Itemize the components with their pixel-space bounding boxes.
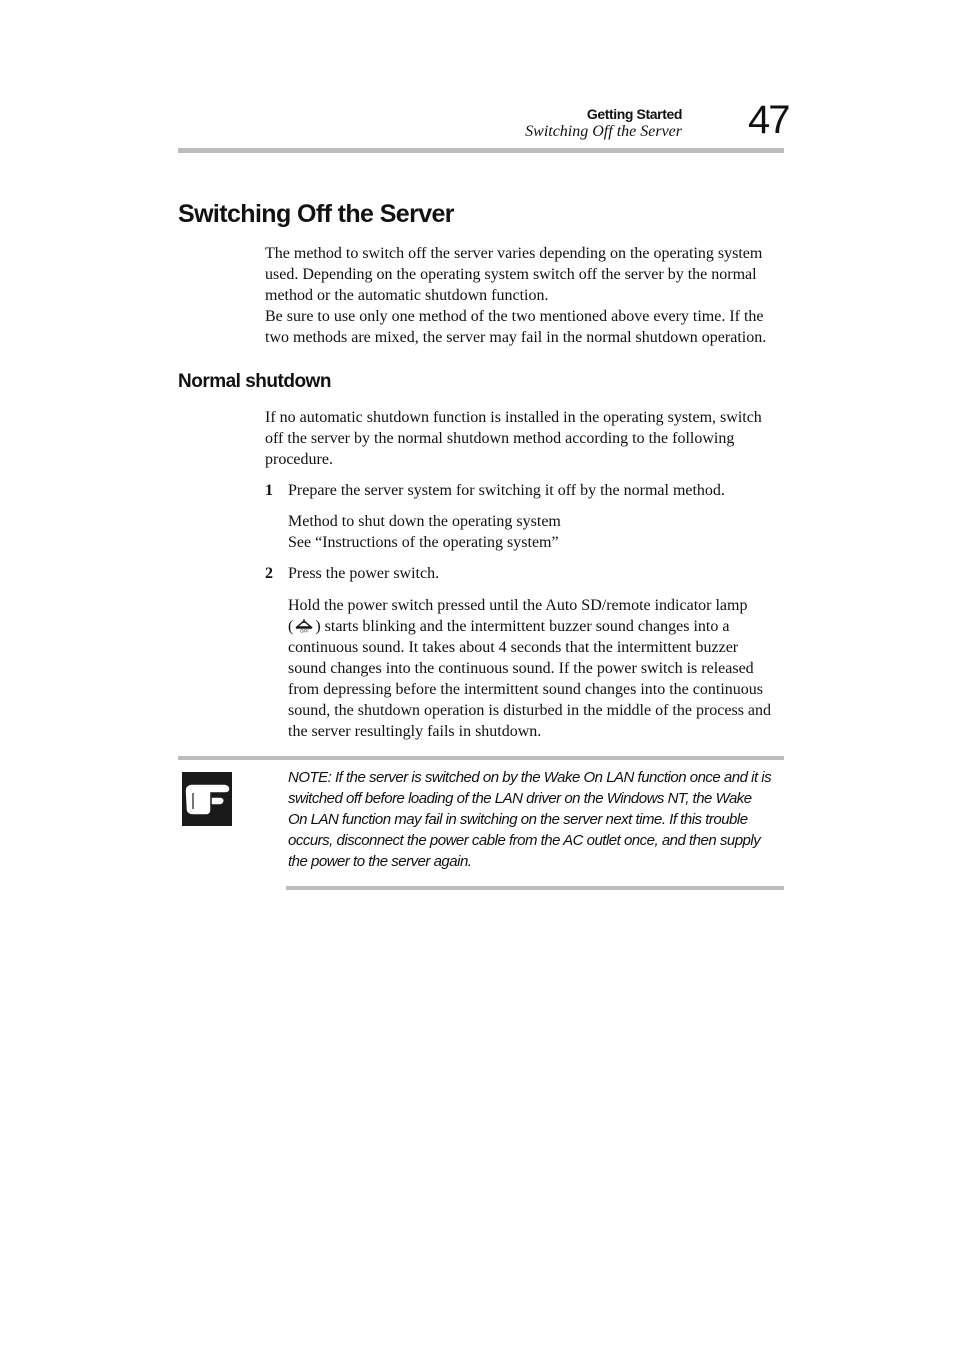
intro-paragraph xyxy=(265,243,766,348)
running-header-subsection: Switching Off the Server xyxy=(525,123,682,140)
lead-line: procedure. xyxy=(265,451,333,468)
step-detail-text: ) starts blinking and the intermittent buzzer sound changes into a xyxy=(315,618,730,635)
step-detail xyxy=(288,595,771,742)
note-line: the power to the server again. xyxy=(288,853,472,870)
step-detail-line: the server resultingly fails in shutdown. xyxy=(288,723,542,740)
note-line: NOTE: If the server is switched on by the Wake On LAN function once and it is xyxy=(288,769,772,786)
page-title: Switching Off the Server xyxy=(178,200,454,228)
intro-line: two methods are mixed, the server may fail in the normal shutdown operation. xyxy=(265,329,767,346)
header-rule xyxy=(178,148,784,153)
step-detail-line: sound changes into the continuous sound. If the power switch is released xyxy=(288,660,754,677)
step-detail-line: Hold the power switch pressed until the Auto SD/remote indicator lamp xyxy=(288,597,748,614)
section-heading: Normal shutdown xyxy=(178,371,331,392)
lead-line: If no automatic shutdown function is installed in the operating system, switch xyxy=(265,409,762,426)
step-detail-line: Method to shut down the operating system xyxy=(288,513,561,530)
lead-paragraph xyxy=(265,407,762,470)
step-detail xyxy=(288,511,561,553)
intro-line: method or the automatic shutdown function. xyxy=(265,287,549,304)
note-rule-bottom xyxy=(286,886,784,890)
note-text xyxy=(288,767,771,872)
pointing-hand-icon xyxy=(181,771,233,827)
lamp-icon-label: OFF xyxy=(300,628,310,633)
step-detail-line: from depressing before the intermittent sound changes into the continuous xyxy=(288,681,763,698)
step-text: Press the power switch. xyxy=(288,565,440,582)
note-line: occurs, disconnect the power cable from the AC outlet once, and then supply xyxy=(288,832,761,849)
step-text: Prepare the server system for switching it off by the normal method. xyxy=(288,482,725,499)
step-number: 2 xyxy=(265,565,273,582)
auto-sd-lamp-icon xyxy=(293,618,315,633)
step-detail-line: continuous sound. It takes about 4 seconds that the intermittent buzzer xyxy=(288,639,739,656)
lead-line: off the server by the normal shutdown method according to the following xyxy=(265,430,735,447)
running-header-section: Getting Started xyxy=(586,106,682,122)
step-detail-line-with-icon xyxy=(288,616,771,637)
step-number: 1 xyxy=(265,482,273,499)
intro-line: used. Depending on the operating system switch off the server by the normal xyxy=(265,266,757,283)
open-paren: ( xyxy=(288,618,294,635)
note-line: switched off before loading of the LAN driver on the Windows NT, the Wake xyxy=(288,790,752,807)
step-detail-line: See “Instructions of the operating system” xyxy=(288,534,559,551)
page-number: 47 xyxy=(748,98,789,142)
note-rule-top xyxy=(178,756,784,760)
note-line: On LAN function may fail in switching on the server next time. If this trouble xyxy=(288,811,748,828)
intro-line: Be sure to use only one method of the two mentioned above every time. If the xyxy=(265,308,764,325)
intro-line: The method to switch off the server varies depending on the operating system xyxy=(265,245,763,262)
step-detail-line: sound, the shutdown operation is disturbed in the middle of the process and xyxy=(288,702,772,719)
